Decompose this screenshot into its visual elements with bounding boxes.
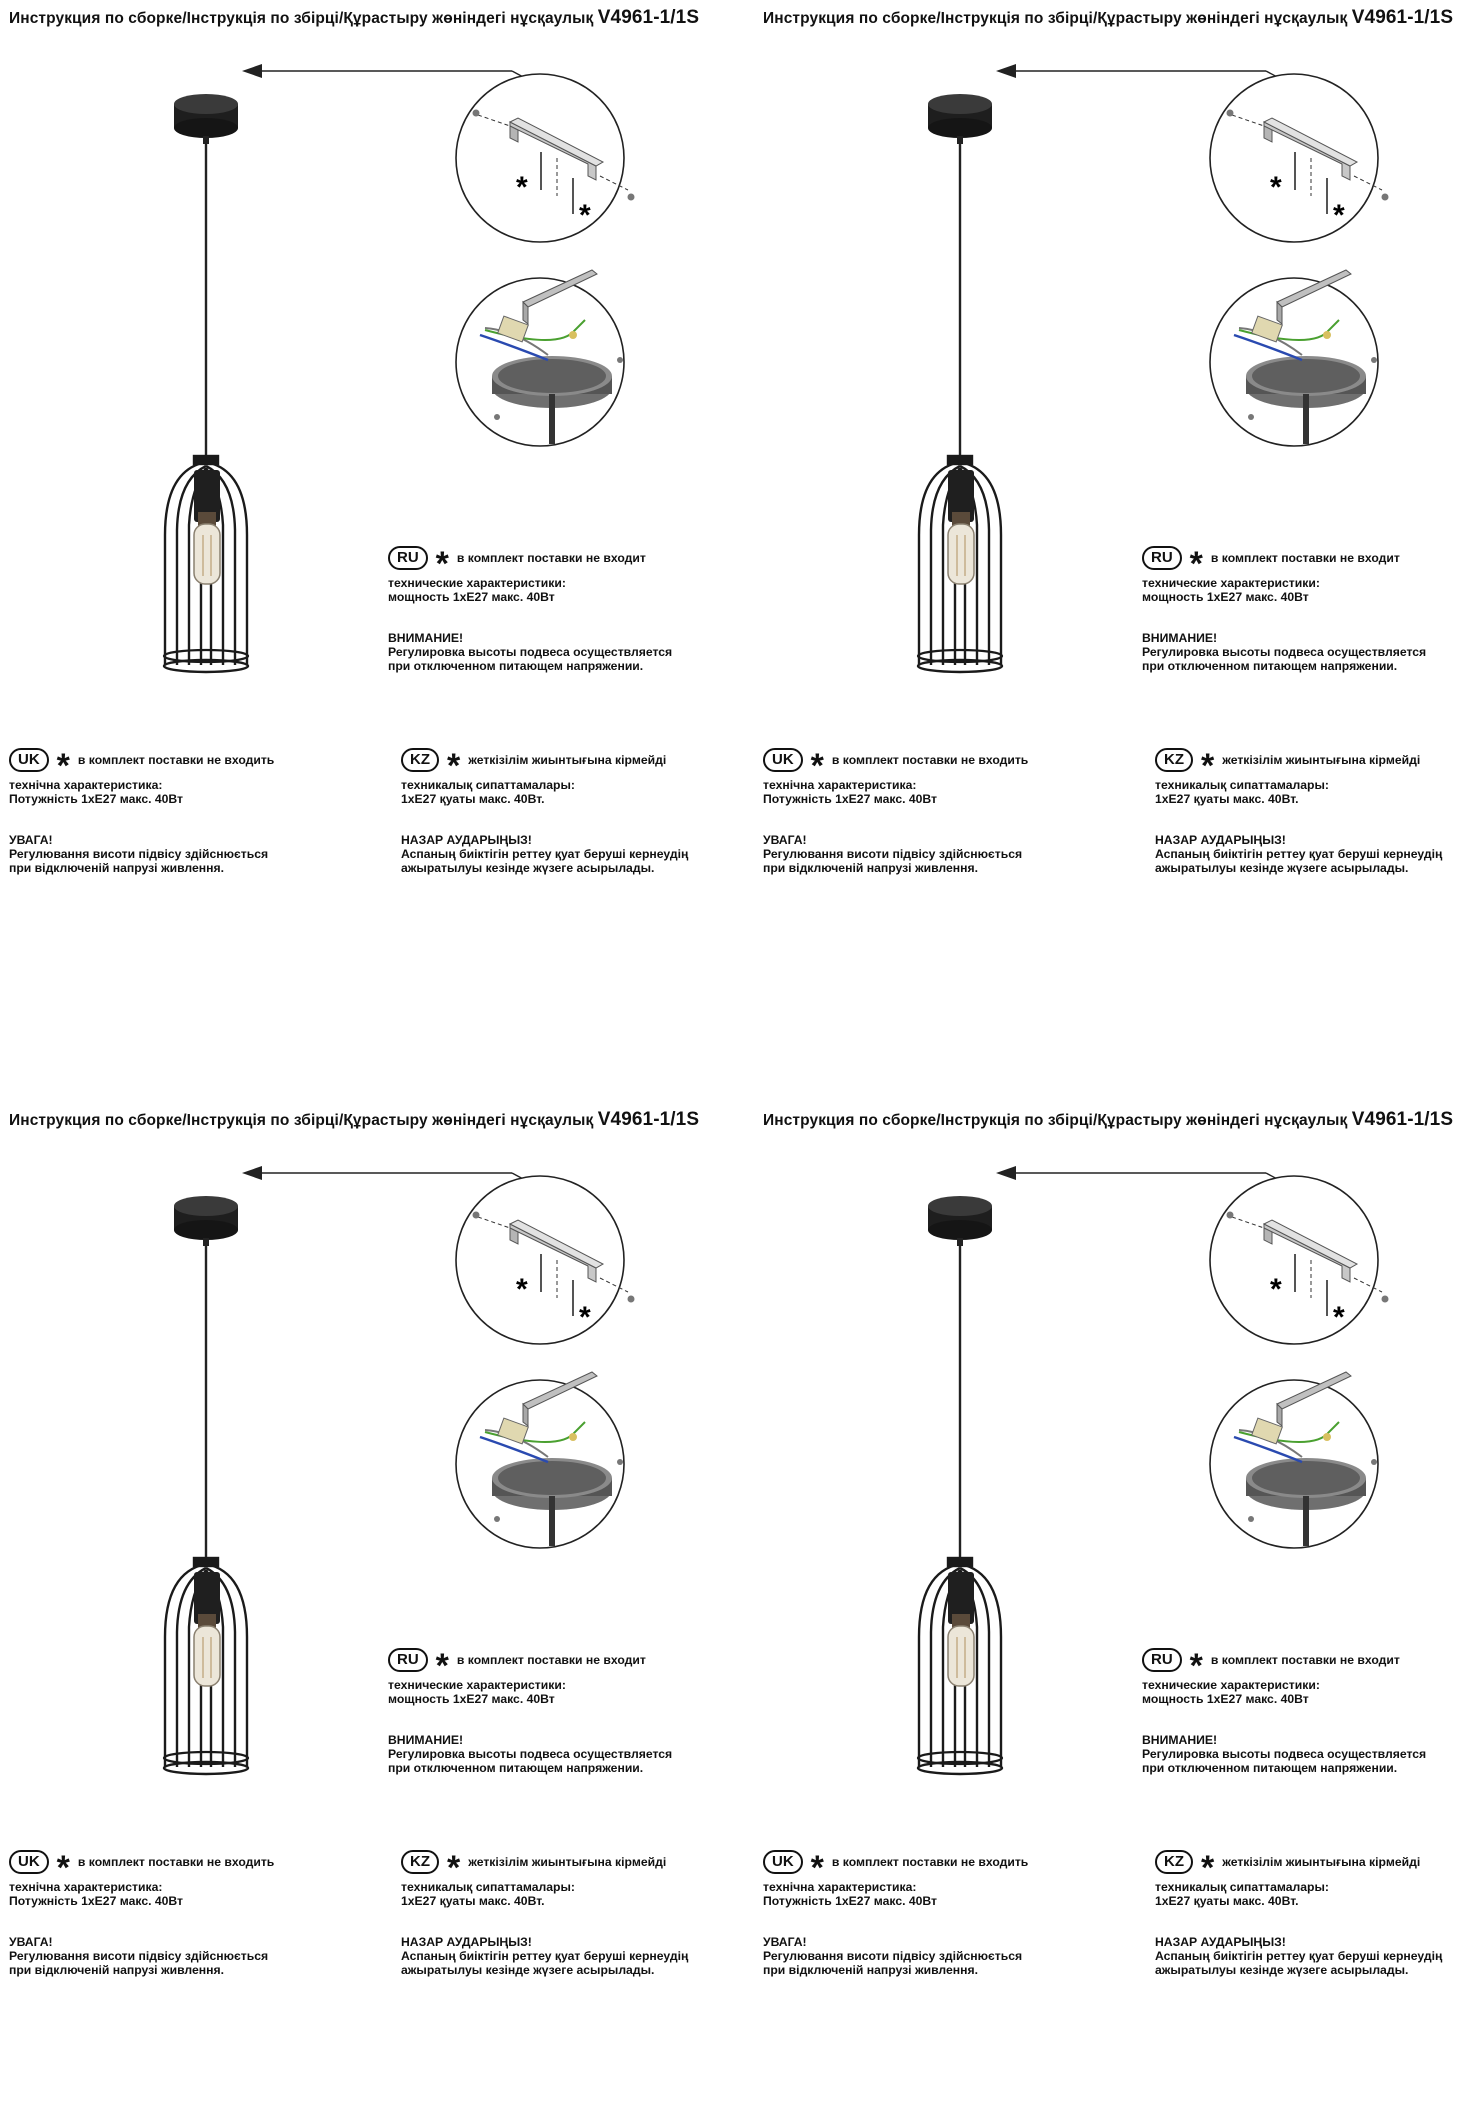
spec-title: техникалық сипаттамалары:	[401, 778, 575, 792]
warning-text: при відключеній напрузі живлення.	[763, 861, 978, 875]
ceiling-canopy	[174, 94, 238, 144]
not-included-note: в комплект поставки не входит	[1210, 551, 1400, 565]
pointer-arrow	[242, 1166, 540, 1188]
spec-value: 1хЕ27 қуаты макс. 40Вт.	[1155, 792, 1299, 806]
spec-title: технические характеристики:	[1142, 576, 1320, 590]
warning-text: при відключеній напрузі живлення.	[763, 1963, 978, 1977]
ru-section	[1142, 1648, 1426, 1775]
ru-section	[388, 1648, 672, 1775]
warning-text: Регулировка высоты подвеса осуществляется	[388, 645, 673, 659]
instruction-panel	[0, 0, 732, 1000]
warning-text: Регулювання висоти підвісу здійснюється	[9, 847, 269, 861]
asterisk-icon: *	[56, 747, 70, 785]
mounting-bracket-detail	[1210, 74, 1389, 242]
spec-title: технічна характеристика:	[763, 1880, 917, 1894]
not-included-note: в комплект поставки не входит	[1210, 1653, 1400, 1667]
warning-text: Аспаның биіктігін реттеу қуат беруші кернеудің	[1155, 1949, 1443, 1963]
warning-title: ВНИМАНИЕ!	[1142, 1733, 1218, 1747]
spec-value: мощность 1хЕ27 макс. 40Вт	[388, 590, 555, 604]
asterisk-icon: *	[447, 1849, 461, 1887]
warning-title: НАЗАР АУДАРЫҢЫЗ!	[401, 833, 532, 847]
spec-title: технические характеристики:	[388, 1678, 566, 1692]
spec-value: Потужність 1хЕ27 макс. 40Вт	[9, 792, 184, 806]
ru-section	[1142, 546, 1426, 673]
warning-text: Регулировка высоты подвеса осуществляется	[1142, 645, 1427, 659]
asterisk-icon: *	[56, 1849, 70, 1887]
warning-title: НАЗАР АУДАРЫҢЫЗ!	[1155, 833, 1286, 847]
not-included-note: жеткізілім жиынтығына кірмейді	[468, 753, 667, 767]
ceiling-canopy	[928, 94, 992, 144]
light-bulb	[194, 1626, 220, 1686]
light-bulb	[948, 1626, 974, 1686]
warning-title: УВАГА!	[9, 833, 53, 847]
pointer-arrow	[996, 1166, 1294, 1188]
light-bulb	[194, 524, 220, 584]
ru-section	[388, 546, 672, 673]
warning-title: ВНИМАНИЕ!	[1142, 631, 1218, 645]
wiring-detail	[456, 1372, 624, 1548]
warning-text: ажыратылуы кезінде жүзеге асырылады.	[1155, 1963, 1409, 1977]
warning-text: при отключенном питающем напряжении.	[388, 659, 644, 673]
title-text: Инструкция по сборке/Інструкція по збірці/Құрастыру жөніндегі нұсқаулық	[9, 10, 594, 27]
asterisk-icon: *	[1189, 545, 1203, 583]
language-badge-ru: RU	[1142, 1648, 1182, 1672]
kz-section	[1155, 748, 1442, 875]
asterisk-icon: *	[447, 747, 461, 785]
language-badge-kz: KZ	[401, 748, 439, 772]
kz-section	[401, 748, 688, 875]
spec-title: технические характеристики:	[388, 576, 566, 590]
model-number: V4961-1/1S	[597, 7, 700, 28]
spec-title: технічна характеристика:	[9, 1880, 163, 1894]
pointer-arrow	[242, 64, 540, 86]
language-badge-kz: KZ	[401, 1850, 439, 1874]
instruction-panel	[754, 0, 1464, 1000]
model-number: V4961-1/1S	[1351, 1109, 1454, 1130]
spec-value: 1хЕ27 қуаты макс. 40Вт.	[401, 792, 545, 806]
lamp-socket	[948, 1572, 974, 1628]
not-included-note: жеткізілім жиынтығына кірмейді	[1222, 1855, 1421, 1869]
spec-value: Потужність 1хЕ27 макс. 40Вт	[9, 1894, 184, 1908]
warning-text: при відключеній напрузі живлення.	[9, 1963, 224, 1977]
not-included-note: в комплект поставки не входит	[456, 1653, 646, 1667]
wiring-detail	[1210, 270, 1378, 446]
asterisk-mark: *	[1270, 1273, 1282, 1306]
uk-section	[9, 748, 274, 875]
uk-section	[763, 748, 1028, 875]
spec-value: мощность 1хЕ27 макс. 40Вт	[1142, 590, 1309, 604]
warning-title: ВНИМАНИЕ!	[388, 631, 464, 645]
spec-title: технические характеристики:	[1142, 1678, 1320, 1692]
language-badge-uk: UK	[763, 748, 803, 772]
spec-title: техникалық сипаттамалары:	[1155, 1880, 1329, 1894]
title-text: Инструкция по сборке/Інструкція по збірці/Құрастыру жөніндегі нұсқаулық	[763, 1112, 1348, 1129]
title-text: Инструкция по сборке/Інструкція по збірці/Құрастыру жөніндегі нұсқаулық	[763, 10, 1348, 27]
asterisk-mark: *	[1270, 171, 1282, 204]
warning-title: УВАГА!	[763, 833, 807, 847]
warning-text: Аспаның биіктігін реттеу қуат беруші кернеудің	[1155, 847, 1443, 861]
warning-text: Регулювання висоти підвісу здійснюється	[763, 1949, 1023, 1963]
warning-title: ВНИМАНИЕ!	[388, 1733, 464, 1747]
ceiling-canopy	[174, 1196, 238, 1246]
ceiling-canopy	[928, 1196, 992, 1246]
warning-title: НАЗАР АУДАРЫҢЫЗ!	[401, 1935, 532, 1949]
mounting-bracket-detail	[456, 74, 635, 242]
language-badge-uk: UK	[763, 1850, 803, 1874]
mounting-bracket-detail	[456, 1176, 635, 1344]
spec-title: технічна характеристика:	[763, 778, 917, 792]
asterisk-mark: *	[516, 1273, 528, 1306]
not-included-note: жеткізілім жиынтығына кірмейді	[468, 1855, 667, 1869]
lamp-socket	[194, 1572, 220, 1628]
warning-text: при отключенном питающем напряжении.	[1142, 1761, 1398, 1775]
asterisk-mark: *	[516, 171, 528, 204]
asterisk-icon: *	[435, 1647, 449, 1685]
warning-text: при отключенном питающем напряжении.	[1142, 659, 1398, 673]
spec-value: 1хЕ27 қуаты макс. 40Вт.	[1155, 1894, 1299, 1908]
not-included-note: в комплект поставки не входить	[77, 753, 275, 767]
spec-value: мощность 1хЕ27 макс. 40Вт	[1142, 1692, 1309, 1706]
lamp-socket	[194, 470, 220, 526]
uk-section	[763, 1850, 1028, 1977]
asterisk-icon: *	[810, 1849, 824, 1887]
spec-title: техникалық сипаттамалары:	[1155, 778, 1329, 792]
instruction-panel	[754, 1102, 1464, 2102]
warning-title: УВАГА!	[9, 1935, 53, 1949]
spec-value: Потужність 1хЕ27 макс. 40Вт	[763, 792, 938, 806]
not-included-note: в комплект поставки не входить	[831, 753, 1029, 767]
asterisk-mark: *	[579, 199, 591, 232]
warning-title: УВАГА!	[763, 1935, 807, 1949]
wiring-detail	[456, 270, 624, 446]
not-included-note: в комплект поставки не входить	[77, 1855, 275, 1869]
asterisk-icon: *	[1201, 1849, 1215, 1887]
warning-text: при отключенном питающем напряжении.	[388, 1761, 644, 1775]
warning-text: Аспаның биіктігін реттеу қуат беруші кернеудің	[401, 1949, 689, 1963]
warning-text: Регулювання висоти підвісу здійснюється	[9, 1949, 269, 1963]
asterisk-icon: *	[435, 545, 449, 583]
spec-value: 1хЕ27 қуаты макс. 40Вт.	[401, 1894, 545, 1908]
asterisk-icon: *	[1201, 747, 1215, 785]
warning-text: Регулировка высоты подвеса осуществляется	[388, 1747, 673, 1761]
spec-title: технічна характеристика:	[9, 778, 163, 792]
not-included-note: жеткізілім жиынтығына кірмейді	[1222, 753, 1421, 767]
kz-section	[1155, 1850, 1442, 1977]
uk-section	[9, 1850, 274, 1977]
language-badge-kz: KZ	[1155, 1850, 1193, 1874]
language-badge-uk: UK	[9, 1850, 49, 1874]
title-text: Инструкция по сборке/Інструкція по збірці/Құрастыру жөніндегі нұсқаулық	[9, 1112, 594, 1129]
spec-value: Потужність 1хЕ27 макс. 40Вт	[763, 1894, 938, 1908]
language-badge-uk: UK	[9, 748, 49, 772]
asterisk-mark: *	[1333, 199, 1345, 232]
model-number: V4961-1/1S	[1351, 7, 1454, 28]
lamp-socket	[948, 470, 974, 526]
warning-text: ажыратылуы кезінде жүзеге асырылады.	[1155, 861, 1409, 875]
instruction-panel	[0, 1102, 732, 2102]
warning-text: Регулювання висоти підвісу здійснюється	[763, 847, 1023, 861]
spec-value: мощность 1хЕ27 макс. 40Вт	[388, 1692, 555, 1706]
kz-section	[401, 1850, 688, 1977]
language-badge-ru: RU	[388, 1648, 428, 1672]
warning-text: при відключеній напрузі живлення.	[9, 861, 224, 875]
warning-text: ажыратылуы кезінде жүзеге асырылады.	[401, 1963, 655, 1977]
asterisk-mark: *	[579, 1301, 591, 1334]
spec-title: техникалық сипаттамалары:	[401, 1880, 575, 1894]
pointer-arrow	[996, 64, 1294, 86]
model-number: V4961-1/1S	[597, 1109, 700, 1130]
asterisk-icon: *	[1189, 1647, 1203, 1685]
light-bulb	[948, 524, 974, 584]
warning-title: НАЗАР АУДАРЫҢЫЗ!	[1155, 1935, 1286, 1949]
asterisk-mark: *	[1333, 1301, 1345, 1334]
language-badge-kz: KZ	[1155, 748, 1193, 772]
warning-text: ажыратылуы кезінде жүзеге асырылады.	[401, 861, 655, 875]
warning-text: Регулировка высоты подвеса осуществляется	[1142, 1747, 1427, 1761]
asterisk-icon: *	[810, 747, 824, 785]
warning-text: Аспаның биіктігін реттеу қуат беруші кернеудің	[401, 847, 689, 861]
language-badge-ru: RU	[1142, 546, 1182, 570]
language-badge-ru: RU	[388, 546, 428, 570]
not-included-note: в комплект поставки не входить	[831, 1855, 1029, 1869]
wiring-detail	[1210, 1372, 1378, 1548]
not-included-note: в комплект поставки не входит	[456, 551, 646, 565]
mounting-bracket-detail	[1210, 1176, 1389, 1344]
